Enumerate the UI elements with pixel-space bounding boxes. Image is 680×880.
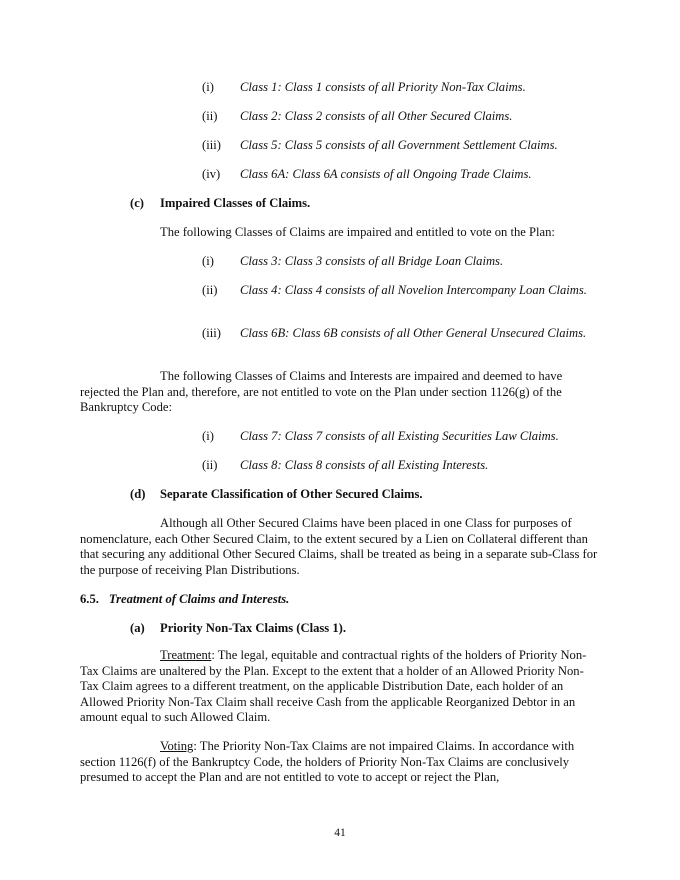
section-6-5-heading: [80, 592, 289, 608]
deemed-reject-paragraph: The following Classes of Claims and Interests are impaired and deemed to have rejected the Plan and, therefore, are not entitled to vote on the Plan under section 1126(g) of the Bankruptcy Code:: [80, 369, 563, 414]
list-item-number: (i): [202, 254, 214, 268]
list-item-number: (i): [202, 80, 214, 94]
treatment-label: Treatment: [160, 648, 212, 662]
section-a-label: (a): [130, 621, 145, 635]
list-item-text: Class 6B: Class 6B consists of all Other General Unsecured Claims.: [240, 326, 587, 340]
list-item-text: Class 1: Class 1 consists of all Priority Non-Tax Claims.: [240, 80, 526, 94]
section-d-title: Separate Classification of Other Secured Claims.: [160, 487, 423, 501]
list-item-number: (iii): [202, 138, 221, 152]
treatment-text: : The legal, equitable and contractual rights of the holders of Priority Non-Tax Claims are unaltered by the Plan. Except to the extent that a holder of an Allowed Priority Non-Tax Claim agrees to a different treatment, on the applicable Distribution Date, each holder of an Allowed Priority Non-Tax Claim shall receive Cash from the applicable Reorganized Debtor in an amount equal to such Allowed Claim.: [80, 648, 587, 724]
list-item-text: Class 8: Class 8 consists of all Existing Interests.: [240, 458, 489, 472]
list-item-number: (ii): [202, 283, 218, 297]
section-d-body: Although all Other Secured Claims have been placed in one Class for purposes of nomenclature, each Other Secured Claim, to the extent secured by a Lien on Collateral different than that securing any additional Other Secured Claims, shall be treated as being in a separate sub-Class for the purpose of receiving Plan Distributions.: [80, 516, 598, 577]
section-c-intro: The following Classes of Claims are impaired and entitled to vote on the Plan:: [160, 225, 555, 239]
section-c-title: Impaired Classes of Claims.: [160, 196, 311, 210]
section-6-5-label: 6.5.: [80, 592, 99, 606]
list-item-number: (ii): [202, 109, 218, 123]
voting-paragraph: [80, 739, 600, 786]
section-c-label: (c): [130, 196, 144, 210]
list-item-text: Class 3: Class 3 consists of all Bridge Loan Claims.: [240, 254, 504, 268]
list-item-number: (ii): [202, 458, 218, 472]
voting-text: : The Priority Non-Tax Claims are not impaired Claims. In accordance with section 1126(f) of the Bankruptcy Code, the holders of Priority Non-Tax Claims are conclusively presumed to accept the Plan and are not entitled to vote to accept or reject the Plan,: [80, 739, 575, 784]
list-item-number: (i): [202, 429, 214, 443]
list-item-text: Class 6A: Class 6A consists of all Ongoing Trade Claims.: [240, 167, 532, 181]
page-number: 41: [334, 827, 346, 839]
list-item-text: Class 5: Class 5 consists of all Government Settlement Claims.: [240, 138, 558, 152]
section-d-label: (d): [130, 487, 146, 501]
list-item-text: Class 4: Class 4 consists of all Novelion Intercompany Loan Claims.: [240, 283, 587, 297]
list-item-number: (iii): [202, 326, 221, 340]
treatment-paragraph: [80, 648, 600, 726]
section-6-5-title: Treatment of Claims and Interests.: [108, 592, 290, 606]
list-item-text: Class 2: Class 2 consists of all Other Secured Claims.: [240, 109, 513, 123]
section-a-title: Priority Non-Tax Claims (Class 1).: [160, 621, 346, 635]
list-item-text: Class 7: Class 7 consists of all Existing Securities Law Claims.: [240, 429, 559, 443]
list-item-number: (iv): [202, 167, 221, 181]
voting-label: Voting: [160, 739, 194, 753]
